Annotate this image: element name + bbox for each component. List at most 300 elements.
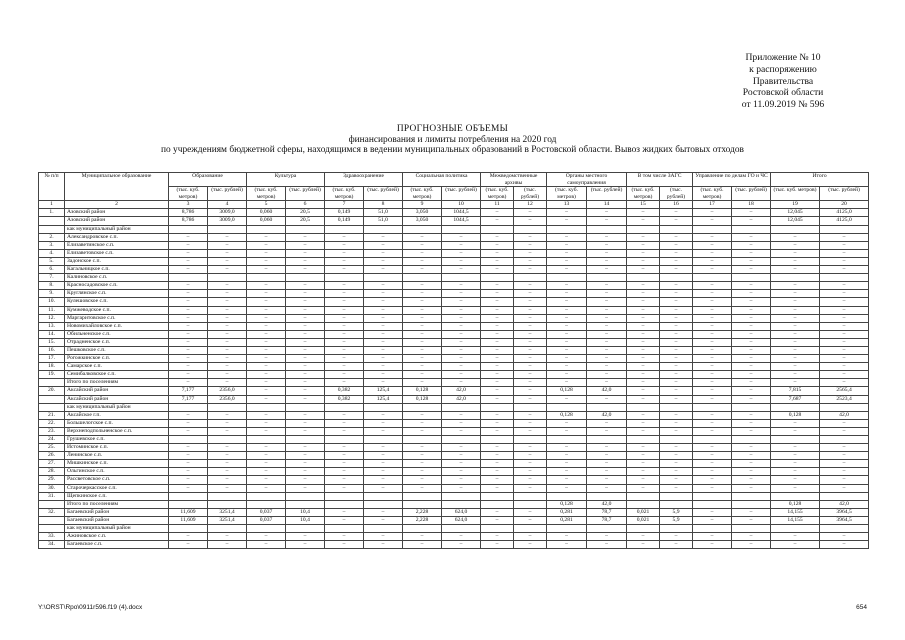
row-value: – [208,460,247,468]
header-volume: (тыс. куб. метров) [247,187,286,201]
column-number: 12 [514,201,547,209]
row-value: 0,149 [325,217,364,225]
row-value: – [547,355,587,363]
header-cost: (тыс. рублей) [587,187,627,201]
row-value: – [481,363,514,371]
row-value: – [403,533,442,541]
row-value: – [547,249,587,257]
row-value: – [286,419,325,427]
row-municipality: Азовский район [65,217,169,225]
row-value: – [208,371,247,379]
row-value: – [169,452,208,460]
row-value: 10,4 [286,516,325,524]
row-number: 2. [39,233,65,241]
row-value: – [627,411,660,419]
row-value: – [325,444,364,452]
row-municipality: как муниципальный район [65,525,169,533]
row-value [660,492,693,500]
row-value [660,274,693,282]
row-municipality: Кумжеводское с.п. [65,306,169,314]
row-value: – [771,484,820,492]
row-value: – [442,257,481,265]
table-row [39,298,869,306]
row-value: – [403,460,442,468]
row-value: – [325,452,364,460]
row-value: – [547,290,587,298]
row-value: 12,045 [771,209,820,217]
appendix-line: Приложение № 10 [745,52,821,63]
row-value: – [771,282,820,290]
row-number: 3. [39,241,65,249]
row-value: 3964,5 [820,508,869,516]
row-municipality: Верхнеподпольненское с.п. [65,427,169,435]
row-value: – [771,355,820,363]
row-value: – [547,322,587,330]
table-row [39,460,869,468]
row-value: – [442,411,481,419]
row-number: 34. [39,541,65,549]
header-volume: (тыс. куб. метров) [771,187,820,201]
header-group: Органы местного самоуправления [547,173,627,187]
row-value: – [325,541,364,549]
row-number: 18. [39,363,65,371]
row-value: – [732,363,771,371]
row-value: – [627,484,660,492]
row-value [693,525,732,533]
row-value: – [820,338,869,346]
row-value: – [547,395,587,403]
row-value: 2356,0 [208,387,247,395]
row-value [514,525,547,533]
row-value: 5,9 [660,516,693,524]
row-number: 25. [39,444,65,452]
header-group: Управление по делам ГО и ЧС [693,173,771,187]
row-value: – [732,516,771,524]
row-value: – [169,346,208,354]
row-value: – [771,468,820,476]
table-row [39,306,869,314]
row-value: – [514,371,547,379]
row-value: – [547,371,587,379]
row-value: – [364,330,403,338]
row-value: – [286,330,325,338]
row-value [481,274,514,282]
row-value: – [325,508,364,516]
row-value: 1044,5 [442,217,481,225]
row-value: – [693,468,732,476]
row-value: – [364,355,403,363]
row-value: – [732,444,771,452]
row-value: – [514,460,547,468]
row-value: – [208,452,247,460]
row-value: – [547,338,587,346]
row-value: 0,128 [547,500,587,508]
row-number: 8. [39,282,65,290]
title-line-2: финансирования и лимиты потребления на 2020 год [348,134,557,145]
row-value: – [693,330,732,338]
row-value: – [442,363,481,371]
row-value: – [286,468,325,476]
row-value: – [514,444,547,452]
row-value [547,225,587,233]
table-row [39,411,869,419]
row-value: 3251,4 [208,516,247,524]
row-value: – [325,371,364,379]
row-value: – [732,411,771,419]
row-value: 42,0 [442,387,481,395]
row-number: 23. [39,427,65,435]
row-value: – [481,209,514,217]
row-value: – [247,460,286,468]
header-cost: (тыс. рублей) [208,187,247,201]
row-value: – [627,476,660,484]
row-value: – [325,298,364,306]
row-value: – [169,371,208,379]
row-value: – [364,371,403,379]
row-value [627,403,660,411]
row-value: – [286,290,325,298]
header-group: Социальная политика [403,173,481,187]
row-value [547,274,587,282]
row-value: – [732,460,771,468]
row-value: – [325,330,364,338]
row-municipality: Грушевское с.п. [65,436,169,444]
row-value: – [547,460,587,468]
row-value: – [286,306,325,314]
row-value: – [481,541,514,549]
row-value: – [247,541,286,549]
row-value: – [514,379,547,387]
row-value [286,525,325,533]
table-row [39,452,869,460]
row-value: – [771,379,820,387]
row-value [169,225,208,233]
row-value: – [732,379,771,387]
row-municipality: Большелогское с.п. [65,419,169,427]
row-number: 5. [39,257,65,265]
row-value: – [286,533,325,541]
row-value: – [364,411,403,419]
row-value: – [547,541,587,549]
row-value: – [403,541,442,549]
row-value: – [286,338,325,346]
row-value [247,525,286,533]
row-number: 29. [39,476,65,484]
row-value: – [587,371,627,379]
row-value: – [442,266,481,274]
row-value: – [403,257,442,265]
row-value: – [732,217,771,225]
row-value: – [169,541,208,549]
row-value: – [481,395,514,403]
row-number [39,225,65,233]
row-value: – [693,233,732,241]
row-value: – [403,371,442,379]
table-row [39,403,869,411]
row-value: – [820,298,869,306]
row-value: – [587,338,627,346]
row-value [587,436,627,444]
row-value: – [481,476,514,484]
row-value: – [820,249,869,257]
row-value: – [660,484,693,492]
row-value: – [547,298,587,306]
row-value [364,436,403,444]
row-value [627,225,660,233]
row-value: – [693,419,732,427]
column-number: 3 [169,201,208,209]
row-value: – [693,241,732,249]
row-number [39,217,65,225]
row-value [325,225,364,233]
row-value: – [247,330,286,338]
row-value: – [693,387,732,395]
row-value: – [208,484,247,492]
row-value: – [442,322,481,330]
row-number [39,403,65,411]
row-value: – [286,233,325,241]
row-value: – [442,484,481,492]
row-municipality: Ажиновское с.п. [65,533,169,541]
row-value: – [364,338,403,346]
row-number: 12. [39,314,65,322]
row-value: – [547,379,587,387]
row-value: – [514,209,547,217]
row-number: 19. [39,371,65,379]
row-value: – [771,363,820,371]
row-value [514,436,547,444]
row-value: – [732,233,771,241]
row-value: – [627,363,660,371]
row-value: – [247,322,286,330]
row-value: – [286,411,325,419]
column-number: 8 [364,201,403,209]
row-value: – [660,298,693,306]
row-value: – [627,387,660,395]
row-value [627,492,660,500]
header-volume: (тыс. куб. метров) [403,187,442,201]
row-value: – [481,484,514,492]
row-value: – [660,387,693,395]
table-row [39,330,869,338]
table-row [39,322,869,330]
row-value: – [247,282,286,290]
row-value: – [481,452,514,460]
row-value: – [514,533,547,541]
table-row [39,363,869,371]
row-value: – [442,371,481,379]
row-value [587,525,627,533]
header-group: Культура [247,173,325,187]
header-cost: (тыс. рублей) [514,187,547,201]
row-value: – [693,363,732,371]
row-value [627,525,660,533]
row-value: 42,0 [587,411,627,419]
row-value: – [547,314,587,322]
row-value: – [514,427,547,435]
row-value: – [514,452,547,460]
table-row [39,468,869,476]
row-value: – [442,298,481,306]
row-value: – [820,363,869,371]
table-row [39,241,869,249]
row-value: – [247,476,286,484]
row-value: – [169,476,208,484]
column-number: 20 [820,201,869,209]
row-value: – [514,541,547,549]
row-value [169,492,208,500]
table-row [39,419,869,427]
header-volume: (тыс. куб. метров) [169,187,208,201]
row-value: 0,128 [403,387,442,395]
header-volume: (тыс. куб. метров) [627,187,660,201]
row-value [660,225,693,233]
row-number: 13. [39,322,65,330]
row-value [286,500,325,508]
row-value: – [514,306,547,314]
row-value: – [325,379,364,387]
row-value: 42,0 [820,411,869,419]
row-value: – [364,298,403,306]
row-value: 0,382 [325,395,364,403]
row-value: – [403,444,442,452]
column-number: 18 [732,201,771,209]
row-value: – [286,249,325,257]
row-value: – [403,241,442,249]
row-value [169,436,208,444]
row-value: – [208,419,247,427]
row-value: 12,045 [771,217,820,225]
row-value: – [547,346,587,354]
row-value: – [442,290,481,298]
table-row [39,387,869,395]
row-value: – [732,322,771,330]
header-group: Итого [771,173,869,187]
row-value: – [364,290,403,298]
row-value: – [247,371,286,379]
row-value: 2,228 [403,516,442,524]
column-number: 1 [39,201,65,209]
row-municipality: Обильненское с.п. [65,330,169,338]
row-municipality: Багаевский район [65,516,169,524]
row-value: – [403,249,442,257]
row-value [660,436,693,444]
row-municipality: Пешковское с.п. [65,346,169,354]
row-value: – [325,290,364,298]
row-value: – [514,249,547,257]
table-row [39,427,869,435]
title-line-1: ПРОГНОЗНЫЕ ОБЪЕМЫ [396,124,509,134]
row-value: 0,060 [247,217,286,225]
row-value: – [693,266,732,274]
row-value: – [442,282,481,290]
row-value: – [208,257,247,265]
row-value [660,500,693,508]
row-value: – [286,484,325,492]
row-value: – [771,346,820,354]
row-value [208,525,247,533]
row-value: – [325,460,364,468]
row-value: – [587,241,627,249]
row-value: – [547,241,587,249]
row-value: 624,0 [442,508,481,516]
row-value: – [660,541,693,549]
row-value: 3009,0 [208,217,247,225]
row-value: – [442,330,481,338]
row-value: – [364,460,403,468]
row-value: – [403,476,442,484]
row-value [732,525,771,533]
row-value: – [208,427,247,435]
row-value: – [247,533,286,541]
header-volume: (тыс. куб. метров) [481,187,514,201]
row-value: 42,0 [820,500,869,508]
row-value: – [403,233,442,241]
row-value: – [820,346,869,354]
row-value [403,492,442,500]
row-value: – [660,468,693,476]
row-value: – [587,282,627,290]
row-value: – [169,249,208,257]
table-row [39,371,869,379]
row-value [286,403,325,411]
row-value: – [587,452,627,460]
row-municipality: Истоминское с.п. [65,444,169,452]
row-value: – [208,241,247,249]
table-row [39,249,869,257]
row-value: – [169,306,208,314]
row-value: 1044,5 [442,209,481,217]
row-value: – [820,314,869,322]
row-value: – [169,419,208,427]
row-value: – [732,387,771,395]
row-value: – [514,282,547,290]
row-value: – [208,363,247,371]
row-value: – [514,322,547,330]
row-value: – [325,516,364,524]
row-value: – [547,444,587,452]
row-value: – [442,379,481,387]
row-value [547,525,587,533]
row-value: – [693,355,732,363]
row-municipality: Семибалковское с.п. [65,371,169,379]
row-value: – [403,355,442,363]
header-group: Здравоохранение [325,173,403,187]
row-value: 125,4 [364,387,403,395]
table-row [39,233,869,241]
row-value: – [286,371,325,379]
row-value: – [403,427,442,435]
footer-page-number: 654 [856,604,867,611]
row-value [364,225,403,233]
row-value: – [442,468,481,476]
row-value [732,403,771,411]
column-number: 14 [587,201,627,209]
row-value: – [587,322,627,330]
row-value: – [247,306,286,314]
row-value: – [732,541,771,549]
row-value: – [627,452,660,460]
column-number: 19 [771,201,820,209]
row-municipality: Аксайский район [65,395,169,403]
row-value: – [587,330,627,338]
row-value: – [547,363,587,371]
row-number: 33. [39,533,65,541]
row-value: – [693,411,732,419]
row-value: – [442,419,481,427]
table-row [39,290,869,298]
row-value: – [660,257,693,265]
